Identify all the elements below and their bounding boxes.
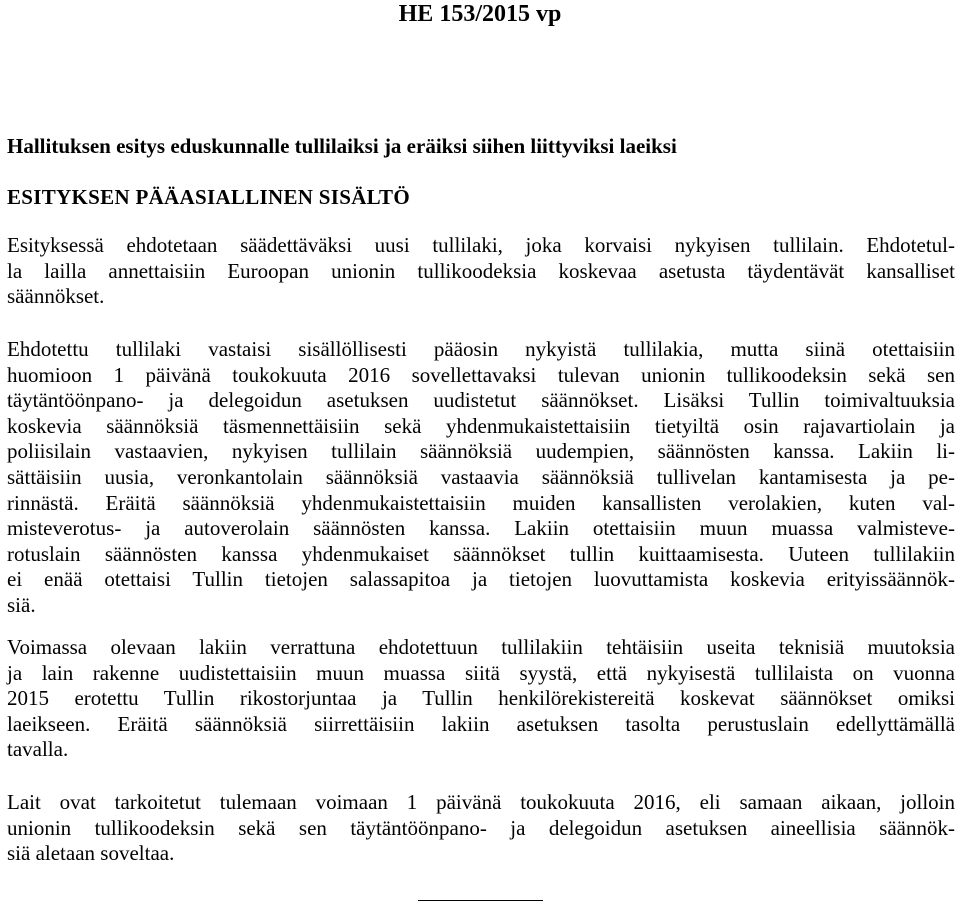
text-line: misteverotus- ja autoverolain säännösten kanssa. Lakiin otettaisiin muun muassa valmisteve-: [7, 516, 955, 541]
paragraph-3: [7, 635, 955, 763]
text-line: säännökset.: [7, 284, 105, 309]
text-line: poliisilain vastaavien, nykyisen tullilain säännöksiä uudempien, säännösten kanssa. Lakiin li-: [7, 439, 955, 464]
text-line: Voimassa olevaan lakiin verrattuna ehdotettuun tullilakiin tehtäisiin useita teknisiä muutoksia: [7, 635, 955, 659]
end-divider: [418, 900, 543, 901]
text-line: sättäisiin uusia, veronkantolain säännöksiä vastaavia säännöksiä tullivelan kantamisesta ja pe-: [7, 464, 955, 489]
text-line: siä.: [7, 592, 36, 617]
paragraph-4: [7, 790, 955, 867]
text-line: unionin tullikoodeksin sekä sen täytäntöönpano- ja delegoidun asetuksen aineellisia säännök-: [7, 815, 955, 840]
text-line: huomioon 1 päivänä toukokuuta 2016 sovellettavaksi tulevan unionin tullikoodeksin sekä sen: [7, 362, 955, 387]
text-line: siä aletaan soveltaa.: [7, 841, 175, 866]
section-heading: ESITYKSEN PÄÄASIALLINEN SISÄLTÖ: [7, 185, 410, 209]
text-line: rotuslain säännösten kanssa yhdenmukaiset säännökset tullin kuittaamisesta. Uuteen tullilakiin: [7, 541, 955, 566]
paragraph-2: [7, 337, 955, 619]
text-line: Esityksessä ehdotetaan säädettäväksi uusi tullilaki, joka korvaisi nykyisen tullilain. Ehdotetul-: [7, 233, 955, 257]
text-line: koskevia säännöksiä täsmennettäisiin sekä yhdenmukaistettaisiin tietyiltä osin rajavartiolain ja: [7, 413, 955, 438]
text-line: ei enää otettaisi Tullin tietojen salassapitoa ja tietojen luovuttamista koskevia erityissäännök-: [7, 567, 955, 592]
paragraph-1: [7, 233, 955, 310]
text-line: Lait ovat tarkoitetut tulemaan voimaan 1 päivänä toukokuuta 2016, eli samaan aikaan, jolloin: [7, 790, 955, 814]
text-line: rinnästä. Eräitä säännöksiä yhdenmukaistettaisiin muiden kansallisten verolakien, kuten val-: [7, 490, 955, 515]
text-line: 2015 erotettu Tullin rikostorjuntaa ja Tullin henkilörekistereitä koskevat säännökset omiksi: [7, 686, 955, 711]
text-line: la lailla annettaisiin Euroopan unionin tullikoodeksia koskevaa asetusta täydentävät kansalliset: [7, 258, 955, 283]
text-line: laeikseen. Eräitä säännöksiä siirrettäisiin lakiin asetuksen tasolta perustuslain edellyttämällä: [7, 711, 955, 736]
text-line: Ehdotettu tullilaki vastaisi sisällöllisesti pääosin nykyistä tullilakia, mutta siinä otettaisiin: [7, 337, 955, 361]
document-title: Hallituksen esitys eduskunnalle tullilaiksi ja eräiksi siihen liittyviksi laeiksi: [7, 134, 677, 158]
text-line: täytäntöönpano- ja delegoidun asetuksen uudistetut säännökset. Lisäksi Tullin toimivaltuuksia: [7, 388, 955, 413]
text-line: ja lain rakenne uudistettaisiin muun muassa siitä syystä, että nykyisestä tullilaista on vuonna: [7, 660, 955, 685]
document-id: HE 153/2015 vp: [398, 1, 562, 27]
text-line: tavalla.: [7, 737, 69, 762]
